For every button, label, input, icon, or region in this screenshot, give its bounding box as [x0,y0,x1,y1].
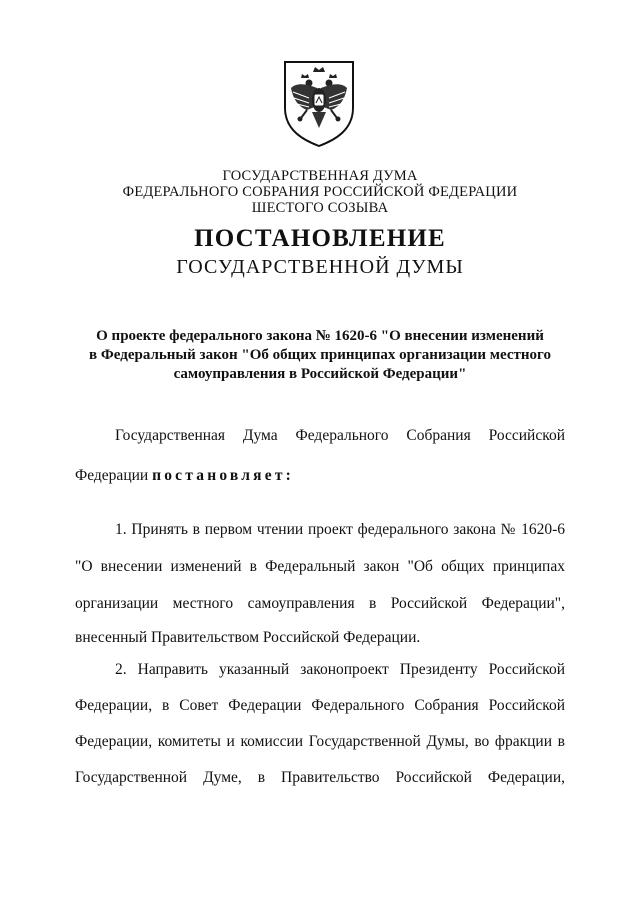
item2-line-1: 2. Направить указанный законопроект Президенту Российской [115,661,565,678]
item2-line-4: Государственной Думе, в Правительство Российской Федерации, [75,769,565,786]
subject-line-3: самоуправления в Российской Федерации" [173,366,467,382]
document-subtitle: ГОСУДАРСТВЕННОЙ ДУМЫ [176,256,464,278]
document-title: ПОСТАНОВЛЕНИЕ [194,225,446,252]
item2-line-2: Федерации, в Совет Федерации Федерального Собрания Российской [75,697,565,714]
subject-line-2: в Федеральный закон "Об общих принципах организации местного [89,347,551,363]
org-line-3: ШЕСТОГО СОЗЫВА [251,200,389,216]
preamble-emphasis: постановляет: [152,467,294,484]
preamble-line-1: Государственная Дума Федерального Собрания Российской [115,427,565,444]
item1-line-2: "О внесении изменений в Федеральный закон "Об общих принципах [75,558,565,575]
coat-of-arms-icon [279,58,359,148]
document-subject [70,327,570,384]
preamble-plain: Федерации [75,467,149,484]
item1-line-4: внесенный Правительством Российской Федерации. [75,629,421,646]
preamble-line-2 [75,466,565,486]
org-line-2: ФЕДЕРАЛЬНОГО СОБРАНИЯ РОССИЙСКОЙ ФЕДЕРАЦИИ [122,184,518,200]
subject-line-1: О проекте федерального закона № 1620-6 "О внесении изменений [96,328,544,344]
org-line-1: ГОСУДАРСТВЕННАЯ ДУМА [222,168,418,184]
item1-line-1: 1. Принять в первом чтении проект федерального закона № 1620-6 [115,521,565,538]
item1-line-3: организации местного самоуправления в Российской Федерации", [75,595,565,612]
item2-line-3: Федерации, комитеты и комиссии Государственной Думы, во фракции в [75,733,565,750]
